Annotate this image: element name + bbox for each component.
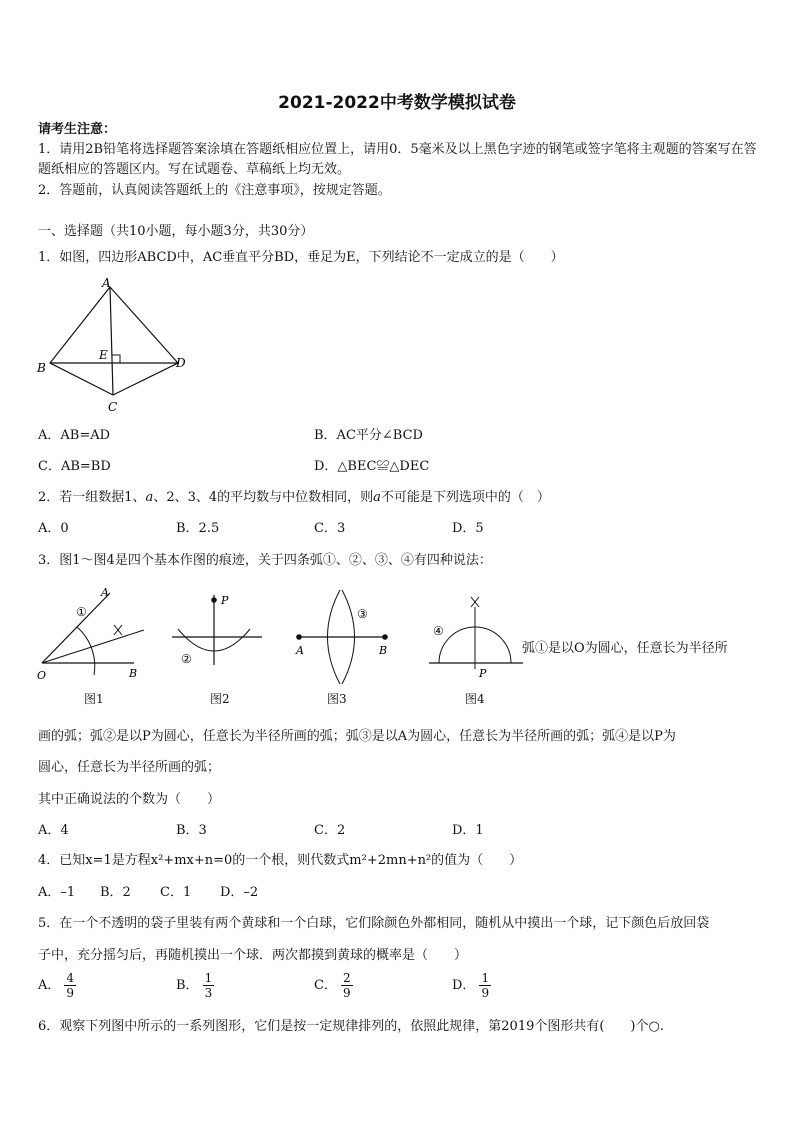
q5-option-a-label: A．	[38, 978, 61, 993]
q3-f4-mark: ④	[433, 624, 444, 638]
notice-item-1: 1．请用2B铅笔将选择题答案涂填在答题纸相应位置上，请用0．5毫米及以上黑色字迹的钢笔或签字笔将主观题的答案写在答题纸相应的答题区内。写在试题卷、草稿纸上均无效。	[38, 142, 757, 177]
q2-stem-part-1: 2．若一组数据1、	[38, 490, 146, 505]
q3-f2-mark: ②	[181, 652, 192, 666]
q1-figure	[30, 275, 200, 420]
section-heading: 一、选择题（共10小题，每小题3分，共30分）	[38, 224, 314, 239]
q3-f3-label-b: B	[379, 644, 388, 657]
q2-option-a[interactable]: A．0	[38, 521, 69, 536]
q5-option-d-numerator: 1	[481, 971, 490, 985]
q2-variable-a-2: a	[373, 490, 381, 505]
q1-label-a: A	[102, 276, 111, 290]
q5-stem-line-2: 子中，充分摇匀后，再随机摸出一个球．两次都摸到黄球的概率是（ ）	[38, 948, 468, 963]
q1-label-b: B	[37, 361, 46, 375]
q3-caption-4: 图4	[465, 692, 485, 706]
q3-figure-1	[32, 585, 162, 685]
q3-figure-2	[168, 585, 268, 685]
q5-option-b-label: B．	[176, 978, 199, 993]
q4-option-c[interactable]: C．1	[160, 885, 192, 900]
q4-option-b[interactable]: B．2	[100, 885, 131, 900]
q3-statement-line-2: 画的弧；弧②是以P为圆心，任意长为半径所画的弧；弧③是以A为圆心，任意长为半径所画的弧；弧④是以P为	[38, 729, 676, 744]
q5-option-a-fraction	[64, 971, 76, 1000]
q5-option-c-numerator: 2	[342, 971, 351, 985]
q1-stem: 1．如图，四边形ABCD中，AC垂直平分BD，垂足为E，下列结论不一定成立的是（ ）	[38, 250, 564, 265]
q3-f3-mark: ③	[357, 607, 368, 621]
q5-option-c-label: C．	[314, 978, 337, 993]
q3-f1-mark: ①	[76, 605, 87, 619]
q5-option-c[interactable]	[314, 971, 353, 1000]
q4-stem: 4．已知x=1是方程x²+mx+n=0的一个根，则代数式m²+2mn+n²的值为（ ）	[38, 853, 523, 868]
q2-stem-part-3: 不可能是下列选项中的（ ）	[380, 490, 550, 505]
q5-option-c-denominator: 9	[342, 986, 351, 1000]
q5-option-b-fraction	[203, 971, 215, 1000]
q6-stem: 6．观察下列图中所示的一系列图形，它们是按一定规律排列的，依照此规律，第2019个图形共有( )个○.	[38, 1019, 664, 1034]
q4-option-a[interactable]: A．–1	[38, 885, 76, 900]
q5-option-a-denominator: 9	[66, 986, 75, 1000]
q5-option-d[interactable]	[452, 971, 491, 1000]
q3-f1-label-a: A	[101, 586, 109, 599]
q2-stem	[38, 488, 550, 508]
q1-right-angle-mark	[112, 355, 120, 363]
notice-item-2: 2．答题前，认真阅读答题纸上的《注意事项》，按规定答题。	[38, 183, 391, 198]
q3-stem: 3．图1～图4是四个基本作图的痕迹，关于四条弧①、②、③、④有四种说法：	[38, 553, 492, 568]
q1-option-d[interactable]: D．△BEC≌△DEC	[314, 459, 430, 474]
q5-option-a-numerator: 4	[66, 971, 75, 985]
q3-f1-label-b: B	[129, 667, 138, 680]
q5-option-b-numerator: 1	[204, 971, 213, 985]
page-title: 2021-2022中考数学模拟试卷	[278, 93, 516, 113]
q2-stem-part-2: 、2、3、4的平均数与中位数相同，则	[153, 490, 374, 505]
q3-option-b[interactable]: B．3	[176, 823, 207, 838]
q1-label-d: D	[176, 356, 186, 370]
q1-diagonal-ac	[110, 287, 113, 395]
q5-option-b[interactable]	[176, 971, 214, 1000]
q3-f3-label-a: A	[296, 644, 304, 657]
q5-stem-line-1: 5．在一个不透明的袋子里装有两个黄球和一个白球，它们除颜色外都相同，随机从中摸出一个球，记下颜色后放回袋	[38, 916, 710, 931]
q3-caption-3: 图3	[327, 692, 347, 706]
q2-option-d[interactable]: D．5	[452, 521, 484, 536]
q3-caption-1: 图1	[84, 692, 104, 706]
q2-variable-a: a	[145, 490, 154, 505]
q3-figure-3	[290, 585, 400, 685]
q3-figure-4	[425, 585, 525, 685]
q3-f4-label-p: P	[479, 667, 487, 680]
notice-heading: 请考生注意：	[38, 122, 117, 137]
q1-quadrilateral	[50, 287, 178, 395]
q5-option-b-denominator: 3	[204, 986, 213, 1000]
q3-f2-label-p: P	[221, 594, 229, 607]
q4-option-d[interactable]: D．–2	[220, 885, 259, 900]
q3-option-c[interactable]: C．2	[314, 823, 346, 838]
q1-label-e: E	[99, 348, 108, 362]
q3-f1-label-o: O	[37, 669, 47, 682]
q1-label-c: C	[108, 400, 118, 414]
q3-caption-2: 图2	[210, 692, 230, 706]
q1-option-c[interactable]: C．AB=BD	[38, 459, 111, 474]
q3-question: 其中正确说法的个数为（ ）	[38, 792, 221, 807]
q2-option-c[interactable]: C．3	[314, 521, 346, 536]
q5-option-c-fraction	[341, 971, 353, 1000]
q5-option-a[interactable]	[38, 971, 76, 1000]
q3-statement-line-3: 圆心，任意长为半径所画的弧；	[38, 760, 221, 775]
q5-option-d-fraction	[479, 971, 491, 1000]
q5-option-d-label: D．	[452, 978, 476, 993]
q3-option-d[interactable]: D．1	[452, 823, 484, 838]
q3-option-a[interactable]: A．4	[38, 823, 69, 838]
q1-option-a[interactable]: A．AB=AD	[38, 428, 111, 443]
q5-option-d-denominator: 9	[481, 986, 490, 1000]
q1-option-b[interactable]: B．AC平分∠BCD	[314, 428, 423, 443]
q2-option-b[interactable]: B．2.5	[176, 521, 220, 536]
q3-statement-line-1: 弧①是以O为圆心，任意长为半径所	[522, 641, 728, 656]
